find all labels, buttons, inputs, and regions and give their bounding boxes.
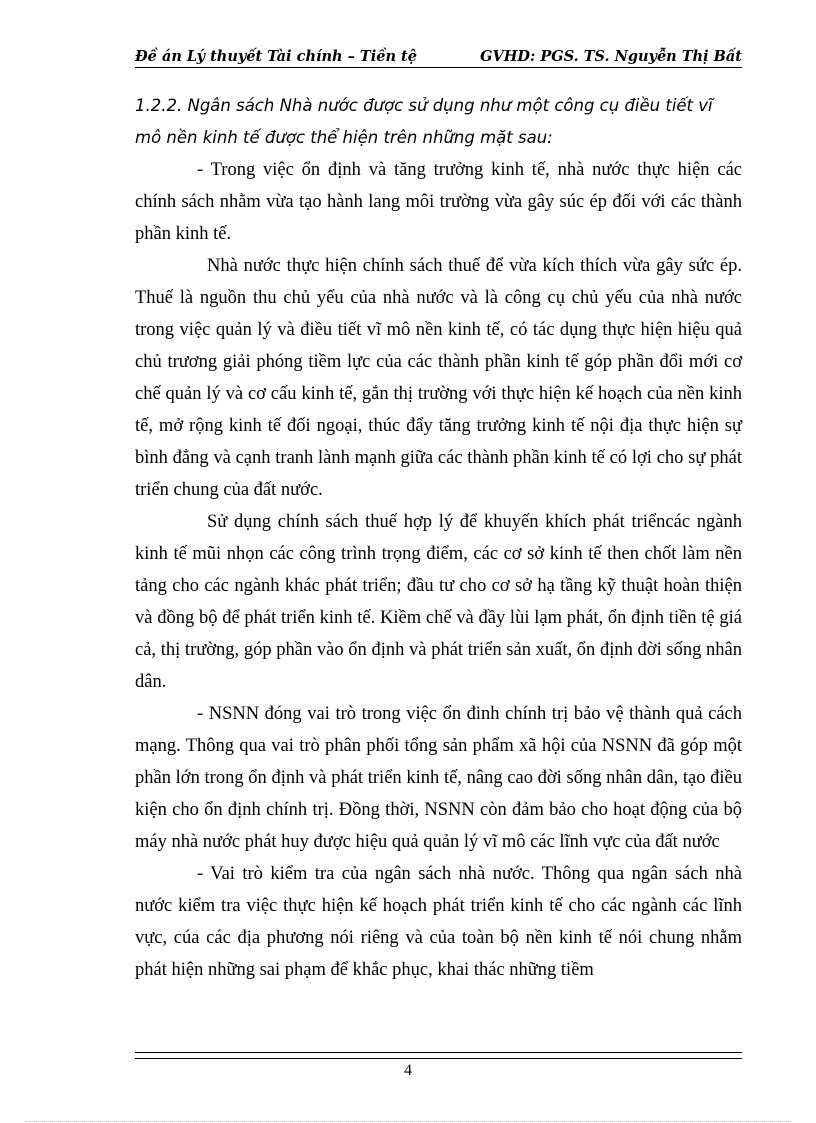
footer-divider: [135, 1052, 742, 1059]
paragraph-bullet-political: - NSNN đóng vai trò trong việc ổn đinh chính trị bảo vệ thành quả cách mạng. Thông qua vai trò phân phối tổng sản phẩm xã hội của NSNN đã góp một phần lớn trong ổn định và phát triển kinh tế, nâng cao đời sống nhân dân, tạo điều kiện cho ổn định chính trị. Đồng thời, NSNN còn đảm bảo cho hoạt động của bộ máy nhà nước phát huy được hiệu quả quản lý vĩ mô các lĩnh vực của đất nước: [135, 704, 742, 852]
running-header: [135, 48, 742, 68]
paragraph-bullet-inspection: - Vai trò kiểm tra của ngân sách nhà nước. Thông qua ngân sách nhà nước kiểm tra việc thực hiện kế hoạch phát triển kinh tế cho các ngành các lĩnh vực, cúa các địa phương nói riêng và của toàn bộ nền kinh tế nói chung nhằm phát hiện những sai phạm để khắc phục, khai thác những tiềm: [135, 864, 742, 980]
paragraph-bullet-stability: - Trong việc ổn định và tăng trưởng kinh tế, nhà nước thực hiện các chính sách nhằm vừa tạo hành lang môi trường vừa gây súc ép đối với các thành phần kinh tế.: [135, 160, 742, 244]
paragraph-tax-policy: Nhà nước thực hiện chính sách thuế để vừa kích thích vừa gây sức ép. Thuế là nguồn thu chủ yếu của nhà nước và là công cụ chủ yếu của nhà nước trong việc quản lý và điều tiết vĩ mô nền kinh tế, có tác dụng thực hiện hiệu quả chủ trương giải phóng tiềm lực của các thành phần kinh tế góp phần đổi mới cơ chế quản lý và cơ cấu kinh tế, gắn thị trường với thực hiện kế hoạch của nền kinh tế, mở rộng kinh tế đối ngoại, thúc đẩy tăng trưởng kinh tế nội địa thực hiện sự bình đẳng và cạnh tranh lành mạnh giữa các thành phần kinh tế có lợi cho sự phát triển chung của đất nước.: [135, 256, 742, 500]
page-number: 4: [404, 1062, 412, 1079]
page-body: [135, 90, 742, 986]
page-edge-line: [25, 1121, 791, 1122]
section-heading: 1.2.2. Ngân sách Nhà nước được sử dụng như một công cụ điều tiết vĩ mô nền kinh tế được thể hiện trên những mặt sau:: [135, 96, 713, 147]
header-title: Đề án Lý thuyết Tài chính – Tiền tệ: [135, 48, 417, 65]
paragraph-tax-incentives: Sử dụng chính sách thuế hợp lý để khuyến khích phát triểncác ngành kinh tế mũi nhọn các công trình trọng điểm, các cơ sở kinh tế then chốt làm nền tảng cho các ngành khác phát triển; đầu tư cho cơ sở hạ tầng kỹ thuật hoàn thiện và đồng bộ để phát triển kinh tế. Kiềm chế và đầy lùi lạm phát, ổn định tiền tệ giá cả, thị trường, góp phần vào ổn định và phát triển sản xuất, ổn định đời sống nhân dân.: [135, 512, 742, 692]
header-divider: [135, 67, 742, 68]
header-advisor: GVHD: PGS. TS. Nguyễn Thị Bất: [480, 48, 742, 65]
